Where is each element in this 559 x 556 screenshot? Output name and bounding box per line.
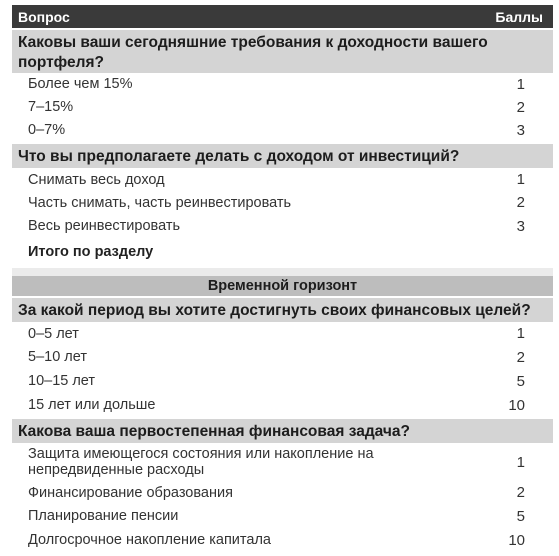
answer-points: 5 xyxy=(516,372,525,390)
answer-points: 2 xyxy=(516,484,525,501)
question-row xyxy=(12,298,553,322)
answer-points: 1 xyxy=(516,75,525,93)
answer-label: Долгосрочное накопление капитала xyxy=(28,532,271,548)
answer-points: 10 xyxy=(508,531,525,549)
question-row xyxy=(12,30,553,73)
section-divider xyxy=(12,268,553,276)
answer-row xyxy=(12,345,553,369)
question-text: Что вы предполагаете делать с доходом от инвестиций? xyxy=(18,148,460,165)
question-row xyxy=(12,144,553,168)
answer-row xyxy=(12,168,553,191)
answer-row xyxy=(12,481,553,504)
answer-label: 0–7% xyxy=(28,122,66,138)
answer-label: Финансирование образования xyxy=(28,484,233,501)
answer-label: Планирование пенсии xyxy=(28,508,179,524)
answer-row xyxy=(12,504,553,528)
answer-row xyxy=(12,214,553,238)
answer-points: 3 xyxy=(516,121,525,139)
section-title xyxy=(12,276,553,296)
answer-label: 10–15 лет xyxy=(28,373,96,389)
answer-label: 15 лет или дольше xyxy=(28,397,156,413)
section-total-row xyxy=(12,240,553,264)
answer-points: 3 xyxy=(516,217,525,235)
answer-points: 2 xyxy=(516,194,525,211)
answer-label: 5–10 лет xyxy=(28,349,87,365)
answer-label: Весь реинвестировать xyxy=(28,218,181,234)
answer-row xyxy=(12,73,553,95)
answer-label: 0–5 лет xyxy=(28,325,79,342)
answer-row xyxy=(12,369,553,393)
answer-points: 2 xyxy=(516,348,525,366)
answer-label: Снимать весь доход xyxy=(28,171,165,188)
question-row xyxy=(12,419,553,443)
answer-row xyxy=(12,443,553,481)
section-title-text: Временной горизонт xyxy=(207,278,358,294)
answer-label: Защита имеющегося состояния или накопление на непредвиденные расходы xyxy=(28,446,374,478)
answer-row xyxy=(12,393,553,417)
answer-label: 7–15% xyxy=(28,99,74,115)
answer-label: Более чем 15% xyxy=(28,76,133,92)
answer-points: 1 xyxy=(516,171,525,188)
answer-row xyxy=(12,528,553,552)
answer-row xyxy=(12,322,553,345)
answer-row xyxy=(12,119,553,141)
table-header xyxy=(12,5,553,28)
section-total-label: Итого по разделу xyxy=(28,244,154,260)
question-text: Какова ваша первостепенная финансовая задача? xyxy=(18,423,410,440)
answer-row xyxy=(12,191,553,214)
answer-points: 1 xyxy=(516,325,525,342)
header-question: Вопрос xyxy=(18,8,70,25)
question-text: Каковы ваши сегодняшние требования к доходности вашего портфеля? xyxy=(18,34,488,71)
header-points: Баллы xyxy=(495,8,543,25)
answer-row xyxy=(12,96,553,118)
answer-points: 10 xyxy=(508,396,525,414)
answer-points: 2 xyxy=(516,98,525,116)
answer-points: 5 xyxy=(516,507,525,525)
question-text: За какой период вы хотите достигнуть своих финансовых целей? xyxy=(18,302,531,319)
answer-label: Часть снимать, часть реинвестировать xyxy=(28,194,292,211)
answer-points: 1 xyxy=(516,453,525,471)
